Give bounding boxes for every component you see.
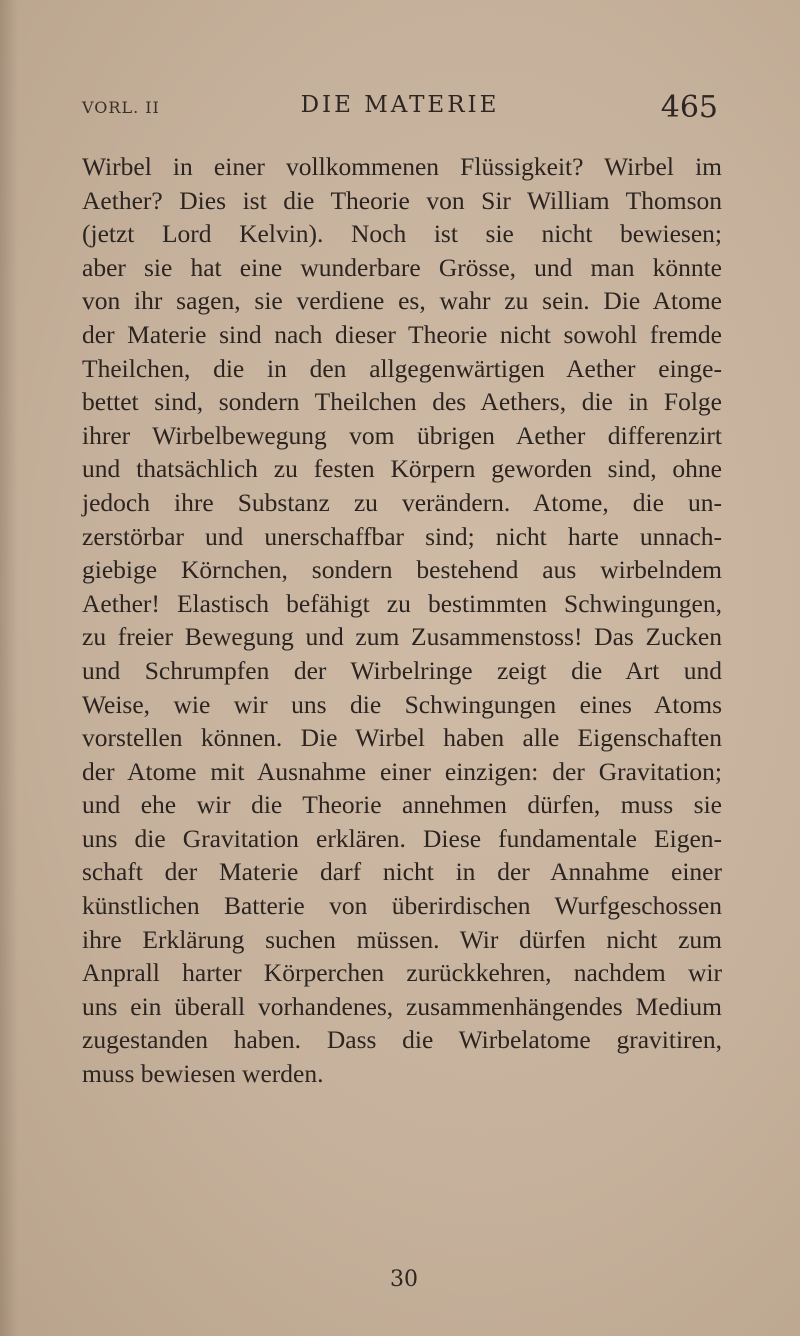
text-line: muss bewiesen werden. xyxy=(82,1059,324,1089)
text-line: und Schrumpfen der Wirbelringe zeigt die Art und xyxy=(82,655,722,685)
text-line: aber sie hat eine wunderbare Grösse, und man könnte xyxy=(82,252,722,282)
text-line: Anprall harter Körperchen zurückkehren, nachdem wir xyxy=(82,958,722,988)
text-line: ihrer Wirbelbewegung vom übrigen Aether differenzirt xyxy=(82,420,722,450)
text-line: bettet sind, sondern Theilchen des Aethers, die in Folge xyxy=(82,387,722,417)
running-head-lecture: VORL. II xyxy=(82,98,160,117)
page-number: 465 xyxy=(660,90,718,125)
text-line: zugestanden haben. Dass die Wirbelatome gravitiren, xyxy=(82,1025,722,1055)
text-line: der Atome mit Ausnahme einer einzigen: der Gravitation; xyxy=(82,756,722,786)
signature-mark: 30 xyxy=(390,1267,418,1292)
text-line: Aether? Dies ist die Theorie von Sir William Thomson xyxy=(82,185,722,215)
text-line: uns ein überall vorhandenes, zusammenhängendes Medium xyxy=(82,991,722,1021)
running-head-title: DIE MATERIE xyxy=(300,92,500,118)
text-line: (jetzt Lord Kelvin). Noch ist sie nicht bewiesen; xyxy=(82,219,722,249)
text-line: von ihr sagen, sie verdiene es, wahr zu sein. Die Atome xyxy=(82,286,722,316)
text-line: Theilchen, die in den allgegenwärtigen Aether einge- xyxy=(82,353,722,383)
text-line: Aether! Elastisch befähigt zu bestimmten Schwingungen, xyxy=(82,588,722,618)
gutter-shadow xyxy=(0,0,18,1336)
running-head xyxy=(82,90,718,130)
text-line: und thatsächlich zu festen Körpern geworden sind, ohne xyxy=(82,454,722,484)
text-line: giebige Körnchen, sondern bestehend aus wirbelndem xyxy=(82,555,722,585)
text-line: künstlichen Batterie von überirdischen Wurfgeschossen xyxy=(82,891,722,921)
text-line: ihre Erklärung suchen müssen. Wir dürfen nicht zum xyxy=(82,924,722,954)
text-line: und ehe wir die Theorie annehmen dürfen, muss sie xyxy=(82,790,722,820)
text-line: zerstörbar und unerschaffbar sind; nicht harte unnach- xyxy=(82,521,722,551)
text-line: Weise, wie wir uns die Schwingungen eines Atoms xyxy=(82,689,722,719)
text-line: vorstellen können. Die Wirbel haben alle Eigenschaften xyxy=(82,723,722,753)
text-line: zu freier Bewegung und zum Zusammenstoss! Das Zucken xyxy=(82,622,722,652)
text-line: schaft der Materie darf nicht in der Annahme einer xyxy=(82,857,722,887)
text-line: uns die Gravitation erklären. Diese fundamentale Eigen- xyxy=(82,823,722,853)
text-line: Wirbel in einer vollkommenen Flüssigkeit? Wirbel im xyxy=(82,152,722,181)
body-text xyxy=(82,150,722,1091)
text-line: der Materie sind nach dieser Theorie nicht sowohl fremde xyxy=(82,319,722,349)
text-line: jedoch ihre Substanz zu verändern. Atome, die un- xyxy=(82,487,722,517)
